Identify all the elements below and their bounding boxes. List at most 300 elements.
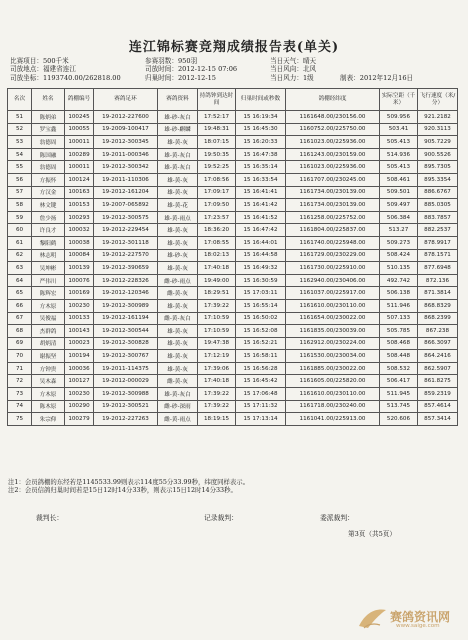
table-row xyxy=(8,186,458,199)
table-row xyxy=(8,274,458,287)
table-cell: 15 16:30:59 xyxy=(236,274,286,287)
table-cell: 15 16:58:11 xyxy=(236,350,286,363)
table-row xyxy=(8,199,458,212)
table-cell: 878.1571 xyxy=(418,249,458,262)
meta-wind-force: 当日风力：1级 xyxy=(270,73,314,82)
table-cell: 508.448 xyxy=(380,350,418,363)
table-row xyxy=(8,224,458,237)
table-cell: 18:29:51 xyxy=(198,287,236,300)
table-cell: 100084 xyxy=(65,249,94,262)
table-cell: 868.8329 xyxy=(418,299,458,312)
table-cell: 17:10:59 xyxy=(198,312,236,325)
table-cell: 64 xyxy=(8,274,32,287)
table-cell: 886.6767 xyxy=(418,186,458,199)
column-header: 鸽棚经纬度 xyxy=(286,89,380,111)
table-cell: 17:08:55 xyxy=(198,236,236,249)
table-cell: 492.742 xyxy=(380,274,418,287)
table-cell: 73 xyxy=(8,388,32,401)
table-cell: 陈辉宏 xyxy=(32,287,65,300)
table-cell: 陈国融 xyxy=(32,148,65,161)
table-row xyxy=(8,262,458,275)
table-cell: 61 xyxy=(8,236,32,249)
table-row xyxy=(8,173,458,186)
table-cell: 19-2012-300544 xyxy=(94,325,158,338)
table-cell: 雄-砂-灰 xyxy=(158,249,198,262)
table-cell: 920.3113 xyxy=(418,123,458,136)
table-cell: 60 xyxy=(8,224,32,237)
table-cell: 67 xyxy=(8,312,32,325)
table-cell: 15 16:44:58 xyxy=(236,249,286,262)
table-cell: 雌-黄-灰白 xyxy=(158,312,198,325)
table-cell: 15 16:44:01 xyxy=(236,236,286,249)
table-cell: 19-2011-114375 xyxy=(94,362,158,375)
table-cell: 861.8275 xyxy=(418,375,458,388)
table-cell: 19-2012-300521 xyxy=(94,400,158,413)
table-cell: 508.532 xyxy=(380,362,418,375)
table-cell: 19-2012-300767 xyxy=(94,350,158,363)
table-cell: 雄-砂-麒麟 xyxy=(158,123,198,136)
table-cell: 19-2012-300342 xyxy=(94,161,158,174)
chief-judge-label: 裁判长： xyxy=(36,514,64,522)
table-cell: 15 16:35:14 xyxy=(236,161,286,174)
table-cell: 17:40:18 xyxy=(198,262,236,275)
table-cell: 罗宝鑫 xyxy=(32,123,65,136)
table-cell: 19-2012-227600 xyxy=(94,111,158,124)
table-cell: 59 xyxy=(8,211,32,224)
table-cell: 翁德周 xyxy=(32,136,65,149)
table-cell: 871.3814 xyxy=(418,287,458,300)
table-cell: 1161707.00/230245.00 xyxy=(286,173,380,186)
table-cell: 17:52:17 xyxy=(198,111,236,124)
table-cell: 100143 xyxy=(65,325,94,338)
table-cell: 陈炳弟 xyxy=(32,111,65,124)
table-cell: 雌-砂-深雨 xyxy=(158,400,198,413)
table-row xyxy=(8,413,458,426)
table-row xyxy=(8,325,458,338)
table-cell: 15 16:55:14 xyxy=(236,299,286,312)
table-cell: 1161648.00/230156.00 xyxy=(286,111,380,124)
table-cell: 514.936 xyxy=(380,148,418,161)
table-cell: 63 xyxy=(8,262,32,275)
table-cell: 胡炳清 xyxy=(32,337,65,350)
table-cell: 71 xyxy=(8,362,32,375)
page-title: 连江锦标赛竞翔成绩报告表(单关) xyxy=(128,40,340,55)
table-cell: 15 16:20:33 xyxy=(236,136,286,149)
table-cell: 15 16:56:28 xyxy=(236,362,286,375)
table-cell: 15 16:47:38 xyxy=(236,148,286,161)
table-cell: 19:47:38 xyxy=(198,337,236,350)
table-cell: 100124 xyxy=(65,173,94,186)
table-row xyxy=(8,400,458,413)
table-cell: 19-2012-229454 xyxy=(94,224,158,237)
table-cell: 100230 xyxy=(65,299,94,312)
table-cell: 66 xyxy=(8,299,32,312)
table-cell: 509.956 xyxy=(380,111,418,124)
table-cell: 方汉金 xyxy=(32,186,65,199)
table-cell: 15 16:41:41 xyxy=(236,186,286,199)
table-cell: 100036 xyxy=(65,362,94,375)
table-cell: 1161734.00/230139.00 xyxy=(286,186,380,199)
table-cell: 林志明 xyxy=(32,249,65,262)
table-row xyxy=(8,236,458,249)
table-cell: 吴木森 xyxy=(32,375,65,388)
meta-release-time: 司放时间：2012-12-15 07:06 xyxy=(145,65,238,74)
table-cell: 1161041.00/225913.00 xyxy=(286,413,380,426)
column-header: 飞行速度（米/分） xyxy=(418,89,458,111)
table-cell: 陈木原 xyxy=(32,400,65,413)
table-cell: 511.945 xyxy=(380,388,418,401)
table-cell: 1161654.00/230022.00 xyxy=(286,312,380,325)
table-cell: 吴俊福 xyxy=(32,312,65,325)
table-cell: 15 16:50:02 xyxy=(236,312,286,325)
table-cell: 19-2012-120346 xyxy=(94,287,158,300)
table-row xyxy=(8,148,458,161)
table-cell: 1161804.00/225837.00 xyxy=(286,224,380,237)
table-cell: 100230 xyxy=(65,388,94,401)
table-cell: 62 xyxy=(8,249,32,262)
table-cell: 15 17:03:11 xyxy=(236,287,286,300)
table-cell: 1161605.00/225820.00 xyxy=(286,375,380,388)
table-cell: 15 16:45:30 xyxy=(236,123,286,136)
table-cell: 雄-黄-灰 xyxy=(158,299,198,312)
table-cell: 1161610.00/230110.00 xyxy=(286,388,380,401)
table-cell: 68 xyxy=(8,325,32,338)
table-cell: 57 xyxy=(8,186,32,199)
meta-col-3 xyxy=(270,57,316,82)
table-cell: 18:02:13 xyxy=(198,249,236,262)
table-cell: 雄-黄-灰 xyxy=(158,136,198,149)
table-cell: 75 xyxy=(8,413,32,426)
table-cell: 509.497 xyxy=(380,199,418,212)
table-cell: 19-2012-227263 xyxy=(94,413,158,426)
table-cell: 100127 xyxy=(65,375,94,388)
table-cell: 17:40:18 xyxy=(198,375,236,388)
recorder-label: 记录裁判： xyxy=(204,514,238,522)
meta-release-site: 司放地点：福建省连江 xyxy=(10,65,76,74)
notes xyxy=(8,478,249,494)
table-cell: 505.785 xyxy=(380,325,418,338)
table-cell: 1160752.00/225750.00 xyxy=(286,123,380,136)
table-cell: 882.2537 xyxy=(418,224,458,237)
table-cell: 朱宗仰 xyxy=(32,413,65,426)
table-cell: 15 17:13:14 xyxy=(236,413,286,426)
table-cell: 1161729.00/230229.00 xyxy=(286,249,380,262)
table-cell: 翁德周 xyxy=(32,161,65,174)
table-row xyxy=(8,123,458,136)
column-header: 实际空距（千米） xyxy=(380,89,418,111)
meta-weather: 当日天气：晴天 xyxy=(270,57,317,65)
table-cell: 921.2182 xyxy=(418,111,458,124)
table-cell: 1161610.00/230110.00 xyxy=(286,299,380,312)
table-cell: 19-2009-100417 xyxy=(94,123,158,136)
table-cell: 100023 xyxy=(65,337,94,350)
table-cell: 1161023.00/225936.00 xyxy=(286,161,380,174)
table-cell: 1161885.00/230022.00 xyxy=(286,362,380,375)
table-cell: 100290 xyxy=(65,400,94,413)
table-cell: 15 16:52:21 xyxy=(236,337,286,350)
table-cell: 19-2012-301118 xyxy=(94,236,158,249)
table-cell: 林文键 xyxy=(32,199,65,212)
committee-label: 委派裁判： xyxy=(320,514,354,522)
column-header: 持鸽钟到达时间 xyxy=(198,89,236,111)
table-cell: 19-2012-161194 xyxy=(94,312,158,325)
table-cell: 18:36:20 xyxy=(198,224,236,237)
table-cell: 19-2012-161204 xyxy=(94,186,158,199)
table-cell: 雄-黄-灰 xyxy=(158,186,198,199)
table-cell: 868.2399 xyxy=(418,312,458,325)
table-body xyxy=(8,111,458,426)
table-cell: 100279 xyxy=(65,413,94,426)
table-cell: 877.6948 xyxy=(418,262,458,275)
table-cell: 58 xyxy=(8,199,32,212)
table-cell: 1161243.00/230159.00 xyxy=(286,148,380,161)
table-cell: 885.0305 xyxy=(418,199,458,212)
table-cell: 100011 xyxy=(65,161,94,174)
table-row xyxy=(8,136,458,149)
column-header: 鸽棚编号 xyxy=(65,89,94,111)
table-cell: 15 17:11:32 xyxy=(236,400,286,413)
table-cell: 506.417 xyxy=(380,375,418,388)
table-cell: 19:49:00 xyxy=(198,274,236,287)
table-cell: 19-2012-300988 xyxy=(94,388,158,401)
table-cell: 雄-黄-灰 xyxy=(158,173,198,186)
table-cell: 905.7229 xyxy=(418,136,458,149)
table-cell: 56 xyxy=(8,173,32,186)
table-cell: 15 16:19:34 xyxy=(236,111,286,124)
table-cell: 1161740.00/225948.00 xyxy=(286,236,380,249)
table-cell: 100038 xyxy=(65,236,94,249)
table-cell: 878.9917 xyxy=(418,236,458,249)
table-cell: 方振怀 xyxy=(32,173,65,186)
table-cell: 19:50:35 xyxy=(198,148,236,161)
table-row xyxy=(8,111,458,124)
table-row xyxy=(8,249,458,262)
table-cell: 雄-黄-灰 xyxy=(158,224,198,237)
table-cell: 100055 xyxy=(65,123,94,136)
page-number: 第3页（共5页） xyxy=(348,530,396,538)
table-cell: 520.606 xyxy=(380,413,418,426)
table-cell: 70 xyxy=(8,350,32,363)
table-cell: 507.133 xyxy=(380,312,418,325)
watermark-logo xyxy=(356,604,466,634)
table-cell: 15 16:49:32 xyxy=(236,262,286,275)
table-cell: 100139 xyxy=(65,262,94,275)
table-cell: 100153 xyxy=(65,199,94,212)
table-cell: 100245 xyxy=(65,111,94,124)
table-cell: 15 16:52:08 xyxy=(236,325,286,338)
column-header: 归巢时间或秒数 xyxy=(236,89,286,111)
meta-col-2 xyxy=(145,57,237,82)
table-cell: 508.424 xyxy=(380,249,418,262)
table-cell: 17:08:56 xyxy=(198,173,236,186)
table-cell: 17:39:22 xyxy=(198,400,236,413)
table-cell: 17:39:06 xyxy=(198,362,236,375)
table-cell: 19:52:25 xyxy=(198,161,236,174)
table-cell: 100133 xyxy=(65,312,94,325)
meta-entries: 参赛羽数：950羽 xyxy=(145,57,198,65)
table-cell: 859.2319 xyxy=(418,388,458,401)
table-cell: 19:48:31 xyxy=(198,123,236,136)
table-cell: 508.461 xyxy=(380,173,418,186)
table-cell: 52 xyxy=(8,123,32,136)
results-table xyxy=(7,88,458,426)
table-cell: 866.3097 xyxy=(418,337,458,350)
table-cell: 55 xyxy=(8,161,32,174)
table-cell: 864.2416 xyxy=(418,350,458,363)
column-header: 姓名 xyxy=(32,89,65,111)
table-cell: 15 16:41:52 xyxy=(236,211,286,224)
meta-release-coords: 司放坐标：1193740.00/262818.00 xyxy=(10,73,121,82)
table-cell: 15 16:41:42 xyxy=(236,199,286,212)
table-row xyxy=(8,299,458,312)
note-2: 注2：会员信鸽归巢时间若是15日12时14分33秒，则表示15日12时14分33秒。 xyxy=(8,486,237,494)
table-cell: 詹少扬 xyxy=(32,211,65,224)
table-cell: 505.413 xyxy=(380,136,418,149)
table-cell: 509.501 xyxy=(380,186,418,199)
table-cell: 503.41 xyxy=(380,123,418,136)
table-cell: 雌-砂-雨点 xyxy=(158,274,198,287)
table-cell: 17:23:57 xyxy=(198,211,236,224)
table-cell: 100169 xyxy=(65,287,94,300)
table-cell: 15 16:47:42 xyxy=(236,224,286,237)
table-cell: 17:10:59 xyxy=(198,325,236,338)
table-cell: 74 xyxy=(8,400,32,413)
table-cell: 54 xyxy=(8,148,32,161)
table-cell: 100289 xyxy=(65,148,94,161)
table-cell: 方木原 xyxy=(32,388,65,401)
table-cell: 雄-黄-灰 xyxy=(158,236,198,249)
table-row xyxy=(8,161,458,174)
note-1: 注1：会员鸽棚的东经若是1145533.99则表示114度55分33.99秒，纬度同样表示。 xyxy=(8,478,250,486)
table-cell: 17:12:19 xyxy=(198,350,236,363)
table-header-row xyxy=(8,89,458,111)
table-cell: 谢振坚 xyxy=(32,350,65,363)
table-cell: 509.273 xyxy=(380,236,418,249)
meta-competition: 比赛项目：500千米 xyxy=(10,57,69,65)
column-header: 赛鸽资料 xyxy=(158,89,198,111)
table-cell: 19-2007-065892 xyxy=(94,199,158,212)
table-cell: 17:09:17 xyxy=(198,186,236,199)
table-cell: 100163 xyxy=(65,186,94,199)
table-cell: 雌-黄-灰 xyxy=(158,375,198,388)
table-cell: 吴坤彬 xyxy=(32,262,65,275)
table-cell: 雄-砂-灰白 xyxy=(158,111,198,124)
table-cell: 1161258.00/225752.00 xyxy=(286,211,380,224)
table-cell: 100076 xyxy=(65,274,94,287)
table-row xyxy=(8,388,458,401)
table-cell: 19-2012-390659 xyxy=(94,262,158,275)
table-cell: 895.3354 xyxy=(418,173,458,186)
table-cell: 雄-黄-灰白 xyxy=(158,161,198,174)
table-cell: 雄-黄-灰 xyxy=(158,325,198,338)
table-cell: 69 xyxy=(8,337,32,350)
table-cell: 19-2012-300828 xyxy=(94,337,158,350)
table-cell: 19-2012-000029 xyxy=(94,375,158,388)
table-cell: 1161730.00/225910.00 xyxy=(286,262,380,275)
table-row xyxy=(8,362,458,375)
table-cell: 883.7857 xyxy=(418,211,458,224)
table-cell: 雄-黄-灰 xyxy=(158,337,198,350)
table-cell: 雄-黄-灰 xyxy=(158,262,198,275)
table-cell: 17:39:22 xyxy=(198,299,236,312)
table-cell: 19-2011-000346 xyxy=(94,148,158,161)
table-cell: 505.413 xyxy=(380,161,418,174)
table-cell: 19-2012-227570 xyxy=(94,249,158,262)
table-cell: 杰群鸽 xyxy=(32,325,65,338)
table-cell: 513.745 xyxy=(380,400,418,413)
table-cell: 895.7305 xyxy=(418,161,458,174)
table-cell: 18:07:15 xyxy=(198,136,236,149)
table-cell: 雄-黄-雨点 xyxy=(158,211,198,224)
table-cell: 19-2012-300575 xyxy=(94,211,158,224)
table-cell: 17:09:50 xyxy=(198,199,236,212)
table-cell: 72 xyxy=(8,375,32,388)
table-cell: 1162940.00/230406.00 xyxy=(286,274,380,287)
table-cell: 18:19:15 xyxy=(198,413,236,426)
table-row xyxy=(8,312,458,325)
table-row xyxy=(8,211,458,224)
meta-return-time: 归巢时间：2012-12-15 xyxy=(145,73,216,82)
table-cell: 雄-黄-灰 xyxy=(158,362,198,375)
table-cell: 雄-黄-花 xyxy=(158,199,198,212)
pigeon-logo-icon xyxy=(356,604,388,632)
table-cell: 100293 xyxy=(65,211,94,224)
table-cell: 1161530.00/230034.00 xyxy=(286,350,380,363)
table-cell: 1161835.00/230039.00 xyxy=(286,325,380,338)
table-cell: 黎阳鹤 xyxy=(32,236,65,249)
logo-url: www.saige.com xyxy=(396,623,440,629)
table-cell: 100032 xyxy=(65,224,94,237)
table-cell: 1162912.00/230224.00 xyxy=(286,337,380,350)
table-cell: 17:39:22 xyxy=(198,388,236,401)
table-cell: 15 17:06:48 xyxy=(236,388,286,401)
column-header: 名次 xyxy=(8,89,32,111)
table-cell: 19-2012-300345 xyxy=(94,136,158,149)
table-cell: 方木原 xyxy=(32,299,65,312)
table-row xyxy=(8,350,458,363)
table-cell: 19-2011-110306 xyxy=(94,173,158,186)
table-cell: 900.5526 xyxy=(418,148,458,161)
table-cell: 雄-黄-灰白 xyxy=(158,388,198,401)
table-cell: 1161023.00/225936.00 xyxy=(286,136,380,149)
table-cell: 1161734.00/230139.00 xyxy=(286,199,380,212)
table-cell: 872.136 xyxy=(418,274,458,287)
table-cell: 513.27 xyxy=(380,224,418,237)
table-row xyxy=(8,337,458,350)
table-cell: 862.5907 xyxy=(418,362,458,375)
table-cell: 15 16:45:42 xyxy=(236,375,286,388)
table-cell: 雌-黄-灰 xyxy=(158,287,198,300)
table-cell: 严伟川 xyxy=(32,274,65,287)
table-cell: 1161718.00/230240.00 xyxy=(286,400,380,413)
table-cell: 100011 xyxy=(65,136,94,149)
table-cell: 雌-黄-雨点 xyxy=(158,413,198,426)
table-cell: 506.138 xyxy=(380,287,418,300)
table-cell: 方钟贵 xyxy=(32,362,65,375)
table-cell: 508.468 xyxy=(380,337,418,350)
logo-text: 赛鸽资讯网 xyxy=(390,610,451,624)
table-cell: 100194 xyxy=(65,350,94,363)
table-cell: 506.384 xyxy=(380,211,418,224)
table-cell: 857.4614 xyxy=(418,400,458,413)
table-cell: 15 16:33:54 xyxy=(236,173,286,186)
table-cell: 许良才 xyxy=(32,224,65,237)
meta-col-1 xyxy=(10,57,121,82)
table-cell: 19-2012-300989 xyxy=(94,299,158,312)
table-cell: 雄-黄-灰白 xyxy=(158,148,198,161)
table-cell: 511.946 xyxy=(380,299,418,312)
meta-wind-direction: 当日风向：北风 xyxy=(270,65,317,74)
